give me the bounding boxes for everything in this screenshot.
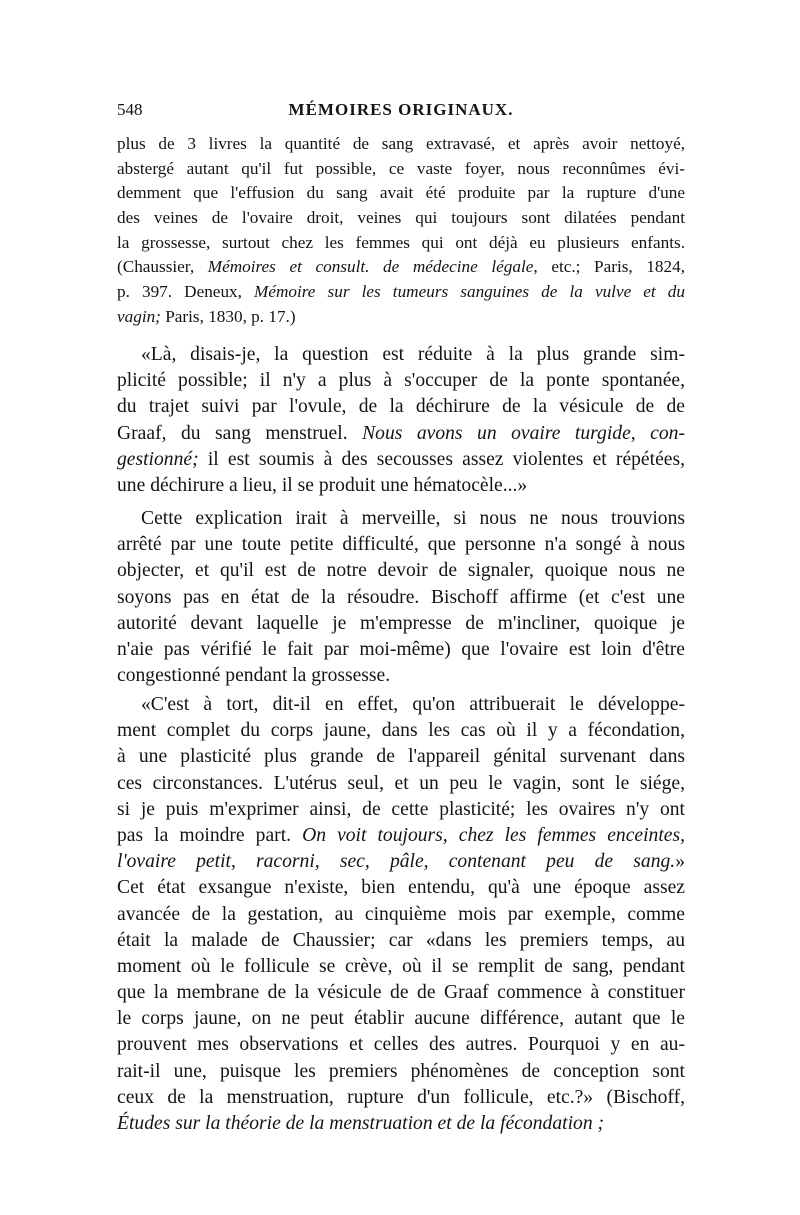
text-run: si je puis m'exprimer ainsi, de cette plasticité; les ovaires n'y ont [117, 798, 685, 820]
text-line [117, 532, 685, 558]
text-run: p. 397. Deneux, [117, 282, 255, 302]
text-line [117, 849, 685, 875]
text-run: la grossesse, surtout chez les femmes qui ont déjà eu plusieurs enfants. [117, 232, 685, 252]
text-line [117, 342, 685, 368]
text-run: Paris, 1830, p. 17.) [160, 306, 296, 326]
italic-text: On voit toujours, chez les femmes enceintes, [302, 824, 685, 846]
text-run: du trajet suivi par l'ovule, de la déchirure de la vésicule de de [117, 396, 685, 418]
text-line [117, 1085, 685, 1111]
text-line [117, 692, 685, 718]
text-run: une déchirure a lieu, il se produit une hématocèle...» [117, 474, 528, 496]
text-run: ment complet du corps jaune, dans les cas où il y a fécondation, [117, 720, 685, 742]
italic-text: Mémoires et consult. de médecine légale [207, 257, 534, 277]
text-run: était la malade de Chaussier; car «dans les premiers temps, au [117, 929, 685, 951]
text-line [117, 585, 685, 611]
text-line [117, 1059, 685, 1085]
text-line [117, 718, 685, 744]
text-run: objecter, et qu'il est de notre devoir de signaler, quoique nous ne [117, 560, 685, 582]
italic-text: Nous avons un ovaire turgide, con- [362, 422, 685, 444]
footnote-line [117, 255, 685, 280]
text-run: Cet état exsangue n'existe, bien entendu, qu'à une époque assez [117, 877, 685, 899]
text-run: rait-il une, puisque les premiers phénomènes de conception sont [117, 1060, 685, 1082]
text-run: «Là, disais-je, la question est réduite à la plus grande sim- [141, 344, 685, 365]
text-run: Cette explication irait à merveille, si nous ne nous trouvions [141, 508, 685, 529]
text-line [117, 1006, 685, 1032]
text-run: Graaf, du sang menstruel. [117, 422, 363, 444]
paragraph-1 [117, 342, 685, 499]
text-run: «C'est à tort, dit-il en effet, qu'on attribuerait le développe- [141, 694, 685, 715]
footnote-line [117, 181, 685, 206]
text-run: autorité devant laquelle je m'empresse de m'incliner, quoique je [117, 612, 685, 634]
page-number: 548 [117, 100, 143, 119]
italic-text: gestionné; [117, 448, 199, 470]
text-run: demment que l'effusion du sang avait été produite par la rupture d'une [117, 183, 685, 203]
text-line [117, 506, 685, 532]
footnote-block [117, 132, 685, 330]
footnote-line [117, 280, 685, 305]
text-line [117, 797, 685, 823]
text-line [117, 637, 685, 663]
footnote-line [117, 231, 685, 256]
text-line [117, 558, 685, 584]
italic-text: Mémoire sur les tumeurs sanguines de la vulve et du [254, 282, 685, 302]
italic-text: Études sur la théorie de la menstruation et de la fécondation ; [117, 1113, 605, 1134]
text-run: , etc.; Paris, 1824, [533, 257, 685, 277]
text-run: ces circonstances. L'utérus seul, et un peu le vagin, sont le siége, [117, 772, 685, 794]
text-line [117, 1032, 685, 1058]
text-line [117, 447, 685, 473]
text-run: il est soumis à des secousses assez violentes et répétées, [198, 448, 685, 470]
paragraph-3 [117, 692, 685, 1137]
text-line [117, 823, 685, 849]
text-line [117, 368, 685, 394]
footnote-line [117, 206, 685, 231]
text-line [117, 744, 685, 770]
text-line [117, 421, 685, 447]
text-run: prouvent mes observations et celles des autres. Pourquoi y en au- [117, 1034, 685, 1056]
text-run: à une plasticité plus grande de l'appareil génital survenant dans [117, 746, 685, 768]
footnote-line [117, 157, 685, 182]
running-title: MÉMOIRES ORIGINAUX. [288, 100, 514, 119]
text-line [117, 611, 685, 637]
page-header [117, 100, 685, 126]
text-run: pas la moindre part. [117, 824, 303, 846]
text-line [117, 875, 685, 901]
footnote-line [117, 132, 685, 157]
text-line [117, 928, 685, 954]
footnote-line [117, 305, 685, 330]
text-run: congestionné pendant la grossesse. [117, 665, 391, 687]
text-run: arrêté par une toute petite difficulté, que personne n'a songé à nous [117, 534, 685, 556]
text-run: soyons pas en état de la résoudre. Bischoff affirme (et c'est une [117, 586, 685, 608]
text-run: n'aie pas vérifié le fait par moi-même) que l'ovaire est loin d'être [117, 638, 685, 660]
text-run: » [675, 851, 685, 873]
text-run: (Chaussier, [117, 257, 208, 277]
paragraph-2 [117, 506, 685, 689]
italic-text: l'ovaire petit, racorni, sec, pâle, contenant peu de sang. [117, 851, 676, 873]
text-line [117, 902, 685, 928]
text-run: ceux de la menstruation, rupture d'un follicule, etc.?» (Bischoff, [117, 1086, 685, 1108]
text-run: abstergé autant qu'il fut possible, ce vaste foyer, nous reconnûmes évi- [117, 158, 685, 178]
text-run: avancée de la gestation, au cinquième mois par exemple, comme [117, 903, 685, 925]
text-line [117, 954, 685, 980]
text-line [117, 980, 685, 1006]
text-run: que la membrane de la vésicule de de Graaf commence à constituer [117, 982, 685, 1004]
text-line [117, 663, 685, 689]
text-run: plus de 3 livres la quantité de sang extravasé, et après avoir nettoyé, [117, 134, 685, 153]
text-line [117, 473, 685, 499]
text-run: moment où le follicule se crève, où il se remplit de sang, pendant [117, 955, 685, 977]
text-line [117, 771, 685, 797]
italic-text: vagin; [117, 306, 161, 326]
text-run: plicité possible; il n'y a plus à s'occuper de la ponte spontanée, [117, 370, 685, 392]
text-run: le corps jaune, on ne peut établir aucune différence, autant que le [117, 1008, 685, 1030]
text-line [117, 394, 685, 420]
text-run: des veines de l'ovaire droit, veines qui toujours sont dilatées pendant [117, 208, 685, 228]
text-line [117, 1111, 685, 1137]
